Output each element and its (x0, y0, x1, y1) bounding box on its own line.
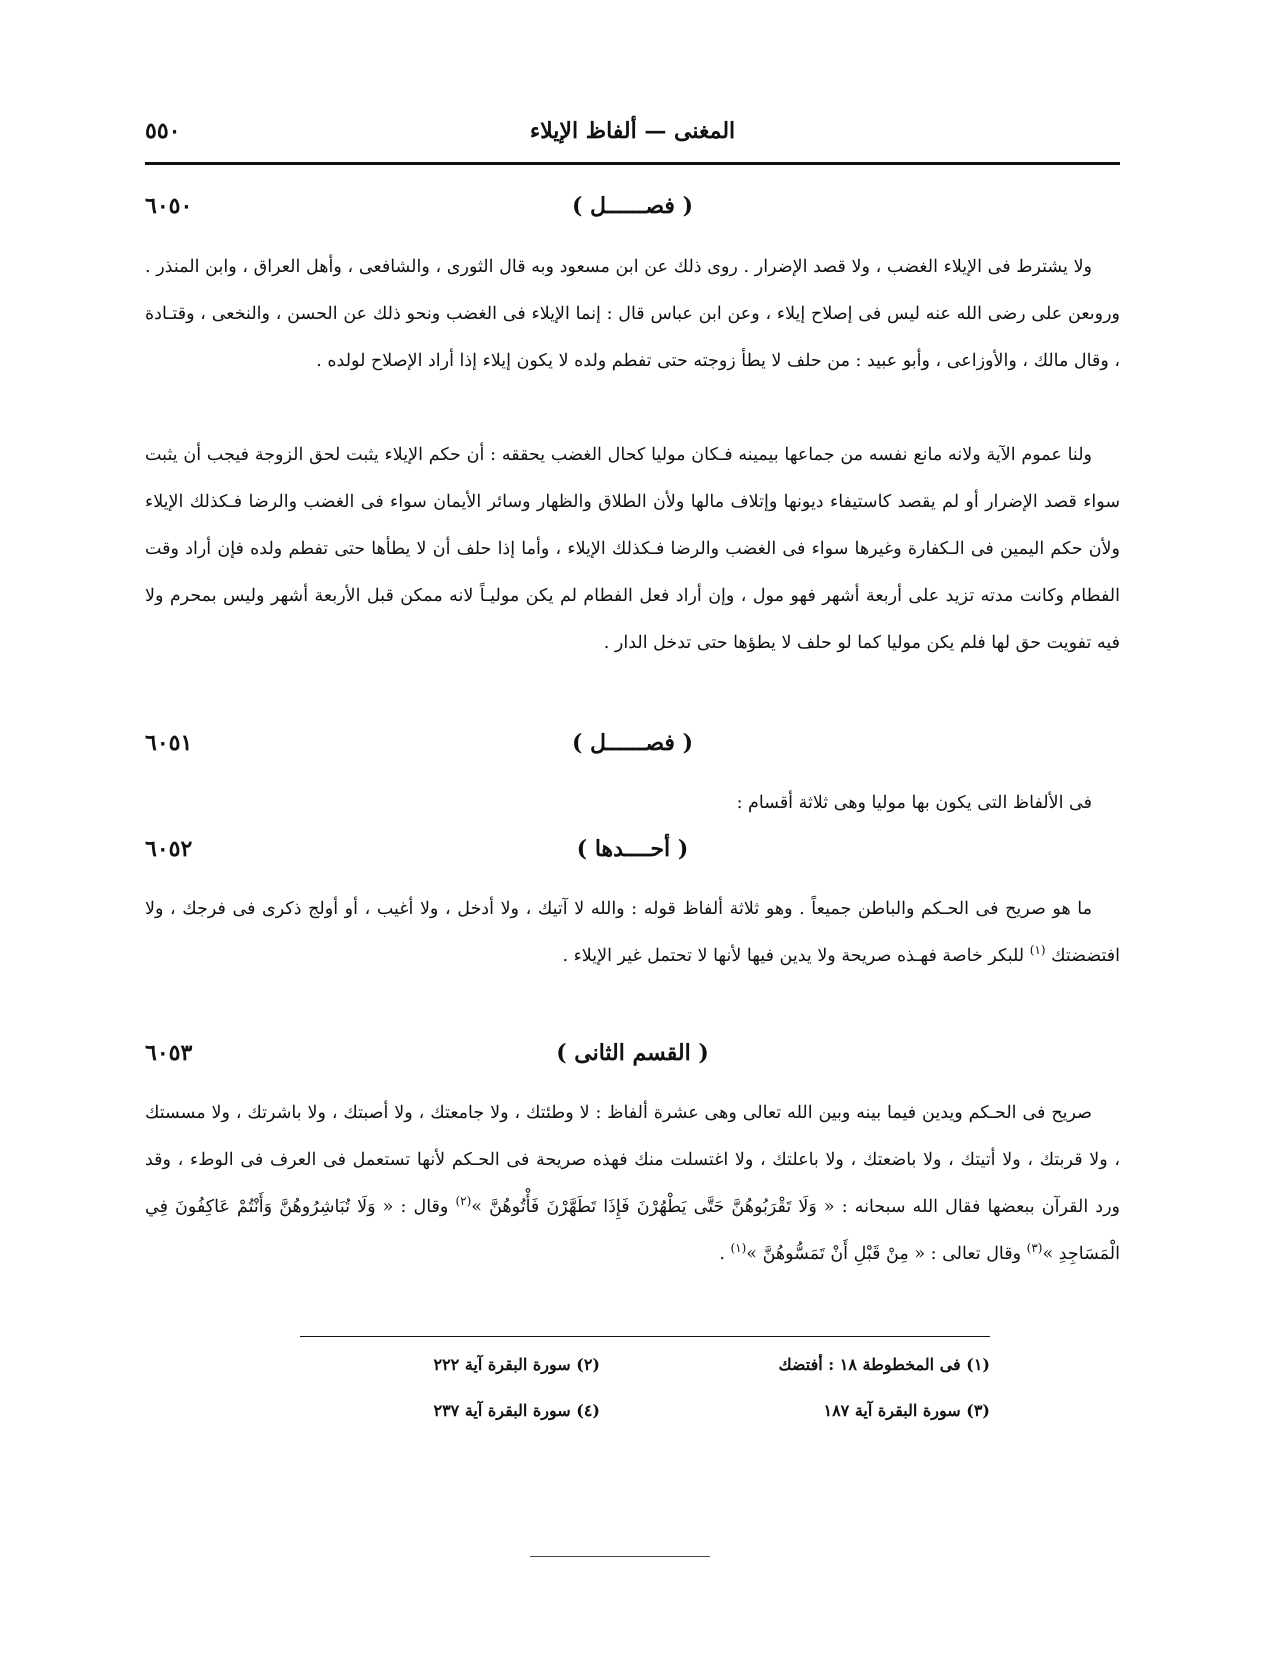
paragraph-text: ولا يشترط فى الإيلاء الغضب ، ولا قصد الإضرار . روى ذلك عن ابن مسعود وبه قال الثورى ، والشافعى ، وأهل العراق ، وابن المنذر . وروىعن على رضى الله عنه ليس فى إصلاح إيلاء ، وعن ابن عباس قال : إنما الإيلاء فى الغضب ونحو ذلك عن الحسن ، والنخعى ، وقتـادة ، وقال مالك ، والأوزاعى ، وأبو عبيد : من حلف لا يطأ زوجته حتى تفطم ولده لا يكون إيلاء إذا أراد الإصلاح لولده . (145, 257, 1120, 371)
paragraph (145, 886, 1120, 980)
section-number: ٦٠٥٠ (145, 193, 193, 219)
footnote-ref[interactable]: (٢) (455, 1194, 472, 1209)
page-number: ٥٥٠ (145, 118, 181, 144)
paragraph-text: وقال تعالى : (930, 1244, 1022, 1264)
section-heading (145, 836, 1120, 872)
running-title: المغنى — ألفاظ الإيلاء (529, 118, 736, 144)
footnote: (٤) سورة البقرة آية ٢٣٧ (433, 1401, 600, 1420)
quran-quote: « وَلَا تَقْرَبُوهُنَّ حَتَّى يَطْهُرْنَ فَإِذَا تَطَهَّرْنَ فَأْتُوهُنَّ » (471, 1197, 835, 1217)
header-rule (145, 162, 1120, 165)
quran-quote: « مِنْ قَبْلِ أَنْ تَمَسُّوهُنَّ » (746, 1244, 926, 1264)
footnote-ref[interactable]: (١) (1029, 943, 1046, 958)
section-number: ٦٠٥٢ (145, 836, 193, 862)
section-title: ( فصــــــل ) (571, 730, 694, 756)
section-title: ( القسم الثانى ) (556, 1040, 709, 1066)
paragraph-text: وقال : (400, 1197, 449, 1217)
footnote-ref[interactable]: (٣) (1026, 1241, 1043, 1256)
footnote: (٢) سورة البقرة آية ٢٢٢ (433, 1355, 600, 1374)
footnote-ref[interactable]: (١) (730, 1241, 747, 1256)
bottom-rule (530, 1556, 710, 1557)
paragraph (145, 432, 1120, 667)
paragraph-text: صريح فى الحـكم ويدين فيما بينه وبين الله تعالى وهى عشرة ألفاظ : لا وطئتك ، ولا جامعتك ، ولا أصبتك ، ولا باشرتك ، ولا مسستك ، ولا قربتك ، ولا أتيتك ، ولا باضعتك ، ولا باعلتك ، ولا اغتسلت منك فهذه صريحة فى الحـكم لأنها تستعمل فى العرف فى الوطء ، وقد ورد القرآن ببعضها فقال الله سبحانه : (145, 1103, 1120, 1217)
page-header (145, 118, 1120, 156)
paragraph (145, 244, 1120, 385)
quran-quote: « وَلَا تُبَاشِرُوهُنَّ وَأَنْتُمْ عَاكِفُونَ فِي الْمَسَاجِدِ » (145, 1197, 1120, 1264)
section-heading (145, 1040, 1120, 1076)
paragraph-end: . (719, 1244, 725, 1264)
paragraph (145, 1090, 1120, 1278)
section-heading (145, 730, 1120, 766)
section-number: ٦٠٥٣ (145, 1040, 193, 1066)
footnote-rule (300, 1336, 990, 1337)
paragraph-text: ولنا عموم الآية ولانه مانع نفسه من جماعها بيمينه فـكان موليا كحال الغضب يحققه : أن حكم الإيلاء يثبت لحق الزوجة فيجب أن يثبت سواء قصد الإضرار أو لم يقصد كاستيفاء ديونها وإتلاف مالها ولأن الطلاق والظهار وسائر الأيمان سواء فى الغضب والرضا فـكذلك الإيلاء ولأن حكم اليمين فى الـكفارة وغيرها سواء فى الغضب والرضا فـكذلك الإيلاء ، وأما إذا حلف أن لا يطأها حتى تفطم ولده فإن أراد وقت الفطام وكانت مدته تزيد على أربعة أشهر فهو مول ، وإن أراد فعل الفطام لم يكن موليـاً لانه ممكن قبل الأربعة أشهر وليس بمحرم ولا فيه تفويت حق لها فلم يكن موليا كما لو حلف لا يطؤها حتى تدخل الدار . (145, 445, 1120, 653)
footnote: (٣) سورة البقرة آية ١٨٧ (823, 1401, 990, 1420)
paragraph (145, 780, 1120, 827)
paragraph-text: فى الألفاظ التى يكون بها موليا وهى ثلاثة أقسام : (736, 793, 1092, 813)
section-heading (145, 193, 1120, 229)
paragraph-text: ما هو صريح فى الحـكم والباطن جميعاً . وهو ثلاثة ألفاظ قوله : والله لا آتيك ، ولا أدخل ، ولا أغيب ، أو أولج ذكرى فى فرجك ، ولا افتضضتك (145, 899, 1120, 966)
footnote: (١) فى المخطوطة ١٨ : أفتضك (778, 1355, 990, 1374)
section-title: ( فصــــــل ) (571, 193, 694, 219)
paragraph-text: للبكر خاصة فهـذه صريحة ولا يدين فيها لأنها لا تحتمل غير الإيلاء . (562, 946, 1025, 966)
section-title: ( أحــــدها ) (576, 836, 689, 862)
section-number: ٦٠٥١ (145, 730, 193, 756)
